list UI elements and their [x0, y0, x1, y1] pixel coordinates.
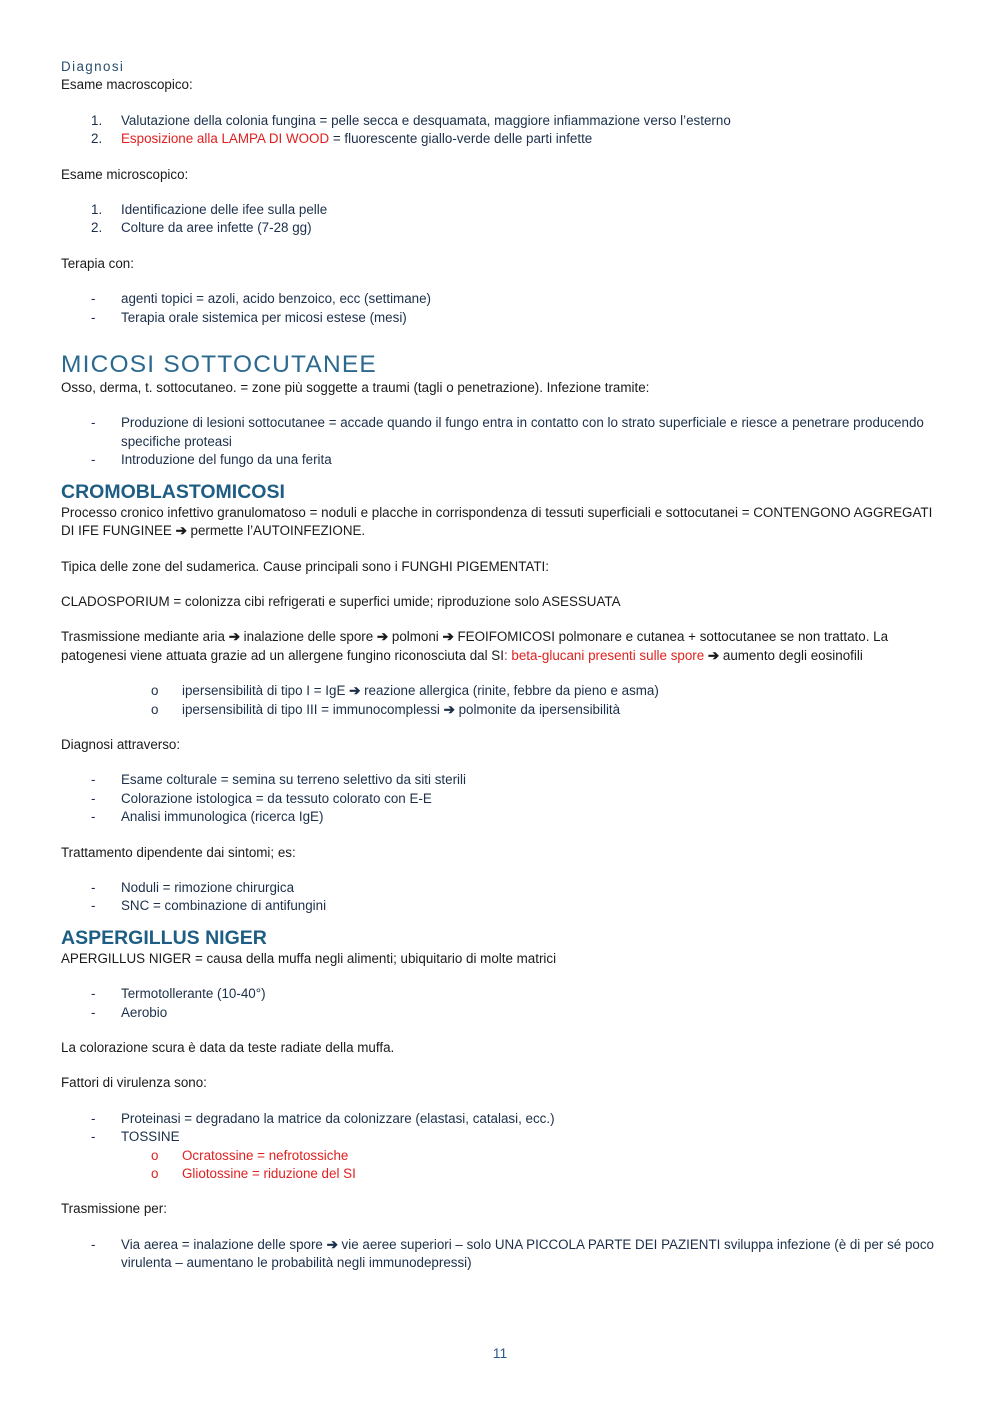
list-marker: - [91, 790, 96, 806]
highlight-text: Esposizione alla LAMPA DI WOOD [121, 131, 330, 147]
list-text: Ocratossine = nefrotossiche [182, 1147, 349, 1163]
list-item [61, 1128, 941, 1146]
asper-list [61, 985, 941, 1022]
list-text: polmonite da ipersensibilità [454, 701, 621, 717]
list-text: Terapia orale sistemica per micosi estese (mesi) [121, 309, 407, 325]
list-item [61, 1147, 941, 1165]
list-item [61, 1165, 941, 1183]
list-item [61, 201, 941, 219]
text-run: Trasmissione mediante aria [61, 629, 229, 645]
list-marker: 2. [91, 131, 103, 147]
list-marker: o [151, 1166, 159, 1182]
macro-list [61, 112, 941, 149]
list-text: agenti topici = azoli, acido benzoico, ecc (settimane) [121, 291, 432, 307]
list-item [61, 1236, 941, 1273]
terapia-list [61, 290, 941, 327]
micosi-list [61, 414, 941, 469]
arrow-icon: ➔ [326, 1236, 338, 1252]
cromo-paragraph-1 [61, 504, 941, 541]
list-item [61, 1004, 941, 1022]
list-item [61, 897, 941, 915]
terapia-label: Terapia con: [61, 255, 134, 271]
list-item [61, 682, 941, 700]
text-run: aumento degli eosinofili [719, 647, 863, 663]
list-text: = fluorescente giallo-verde delle parti infette [329, 131, 593, 147]
text-run: permette l’AUTOINFEZIONE. [186, 523, 366, 539]
list-text: Colorazione istologica = da tessuto colorato con E-E [121, 790, 432, 806]
list-text: Produzione di lesioni sottocutanee = accade quando il fungo entra in contatto con lo strato superficiale e riesce a penetrare producendo specifiche proteasi [121, 415, 924, 449]
tratt-label: Trattamento dipendente dai sintomi; es: [61, 844, 296, 860]
arrow-icon: ➔ [349, 683, 361, 699]
list-marker: - [91, 1004, 96, 1020]
cromo-paragraph-2: Tipica delle zone del sudamerica. Cause principali sono i FUNGHI PIGEMENTATI: [61, 558, 549, 574]
arrow-icon: ➔ [376, 629, 389, 645]
list-text: Aerobio [121, 1004, 168, 1020]
list-item [61, 309, 941, 327]
list-marker: o [151, 683, 159, 699]
arrow-icon: ➔ [443, 701, 455, 717]
list-marker: - [91, 1129, 96, 1145]
diagnosi-subheading: Diagnosi [61, 59, 125, 74]
arrow-icon: ➔ [228, 629, 240, 645]
list-marker: 1. [91, 112, 103, 128]
list-marker: - [91, 452, 96, 468]
list-text: Introduzione del fungo da una ferita [121, 452, 332, 468]
diag-list [61, 771, 941, 826]
list-marker: o [151, 701, 159, 717]
list-text: Gliotossine = riduzione del SI [182, 1166, 356, 1182]
trasm-list [61, 1236, 941, 1273]
text-run: polmoni [388, 629, 443, 645]
diag-label: Diagnosi attraverso: [61, 736, 181, 752]
micro-label: Esame microscopico: [61, 166, 189, 182]
list-marker: - [91, 291, 96, 307]
list-text: Noduli = rimozione chirurgica [121, 879, 295, 895]
list-text: Analisi immunologica (ricerca IgE) [121, 809, 324, 825]
asper-heading: ASPERGILLUS NIGER [61, 926, 267, 949]
asper-intro: APERGILLUS NIGER = causa della muffa negli alimenti; ubiquitario di molte matrici [61, 950, 557, 966]
list-marker: - [91, 1110, 96, 1126]
list-text: Colture da aree infette (7-28 gg) [121, 220, 312, 236]
list-text: Termotollerante (10-40°) [121, 986, 266, 1002]
text-run: inalazione delle spore [239, 629, 377, 645]
list-text: Esame colturale = semina su terreno selettivo da siti sterili [121, 772, 466, 788]
asper-color-paragraph: La colorazione scura è data da teste radiate della muffa. [61, 1040, 395, 1055]
list-marker: 1. [91, 202, 103, 218]
list-marker: - [91, 1236, 96, 1252]
arrow-icon: ➔ [707, 647, 720, 663]
list-item [61, 130, 941, 148]
list-marker: o [151, 1147, 159, 1163]
list-marker: - [91, 898, 96, 914]
list-text: SNC = combinazione di antifungini [121, 898, 327, 914]
page-number: 11 [492, 1345, 508, 1361]
list-marker: - [91, 309, 96, 325]
list-item [61, 985, 941, 1003]
micosi-intro: Osso, derma, t. sottocutaneo. = zone più soggette a traumi (tagli o penetrazione). Infezione tramite: [61, 380, 650, 396]
cromo-paragraph-3: CLADOSPORIUM = colonizza cibi refrigerati e superfici umide; riproduzione solo ASESSUATA [61, 593, 621, 609]
list-text: Valutazione della colonia fungina = pelle secca e desquamata, maggiore infiammazione verso l’esterno [121, 112, 731, 128]
arrow-icon: ➔ [175, 523, 187, 539]
list-marker: - [91, 879, 96, 895]
tox-list [61, 1147, 941, 1184]
list-marker: - [91, 986, 96, 1002]
text-run: FEOIFOMICOSI polmonare e cutanea + sottocutanee se non trattato. La patogenesi viene attuata grazie ad un allergene fungino riconosciuta dal SI [61, 629, 889, 663]
list-text: ipersensibilità di tipo I = IgE [182, 683, 350, 699]
list-text: vie aeree superiori – solo UNA PICCOLA PARTE DEI PAZIENTI sviluppa infezione (è di per sé poco virulenta – aumentano le probabilità negli immunodepressi) [121, 1236, 934, 1271]
list-text: Via aerea = inalazione delle spore [121, 1236, 327, 1252]
list-text: reazione allergica (rinite, febbre da pieno e asma) [360, 683, 659, 699]
tratt-list [61, 879, 941, 916]
micro-list [61, 201, 941, 238]
macro-label: Esame macroscopico: [61, 77, 193, 93]
list-marker: 2. [91, 220, 103, 236]
vir-list [61, 1110, 941, 1147]
list-text: Proteinasi = degradano la matrice da colonizzare (elastasi, catalasi, ecc.) [121, 1110, 555, 1126]
list-marker: - [91, 772, 96, 788]
list-marker: - [91, 809, 96, 825]
list-marker: - [91, 415, 96, 431]
list-item [61, 451, 941, 469]
trasm-label: Trasmissione per: [61, 1201, 167, 1217]
document-page [61, 58, 941, 1273]
list-item [61, 808, 941, 826]
list-item [61, 701, 941, 719]
arrow-icon: ➔ [442, 629, 454, 645]
list-item [61, 219, 941, 237]
list-text: TOSSINE [121, 1129, 180, 1145]
ipersensibilita-list [61, 682, 941, 719]
list-text: Identificazione delle ifee sulla pelle [121, 202, 328, 218]
list-item [61, 112, 941, 130]
list-item [61, 1110, 941, 1128]
cromo-heading: CROMOBLASTOMICOSI [61, 480, 285, 503]
list-item [61, 879, 941, 897]
cromo-paragraph-4 [61, 628, 941, 665]
list-text: ipersensibilità di tipo III = immunocomplessi [182, 701, 444, 717]
list-item [61, 414, 941, 451]
vir-label: Fattori di virulenza sono: [61, 1075, 207, 1091]
highlight-text: : beta-glucani presenti sulle spore [503, 647, 705, 663]
micosi-heading: MICOSI SOTTOCUTANEE [61, 351, 377, 379]
list-item [61, 790, 941, 808]
list-item [61, 771, 941, 789]
list-item [61, 290, 941, 308]
text-run: Processo cronico infettivo granulomatoso = noduli e placche in corrispondenza di tessuti superficiali e sottocutanei = CONTENGONO AGGREGATI DI IFE FUNGINEE [61, 504, 933, 539]
